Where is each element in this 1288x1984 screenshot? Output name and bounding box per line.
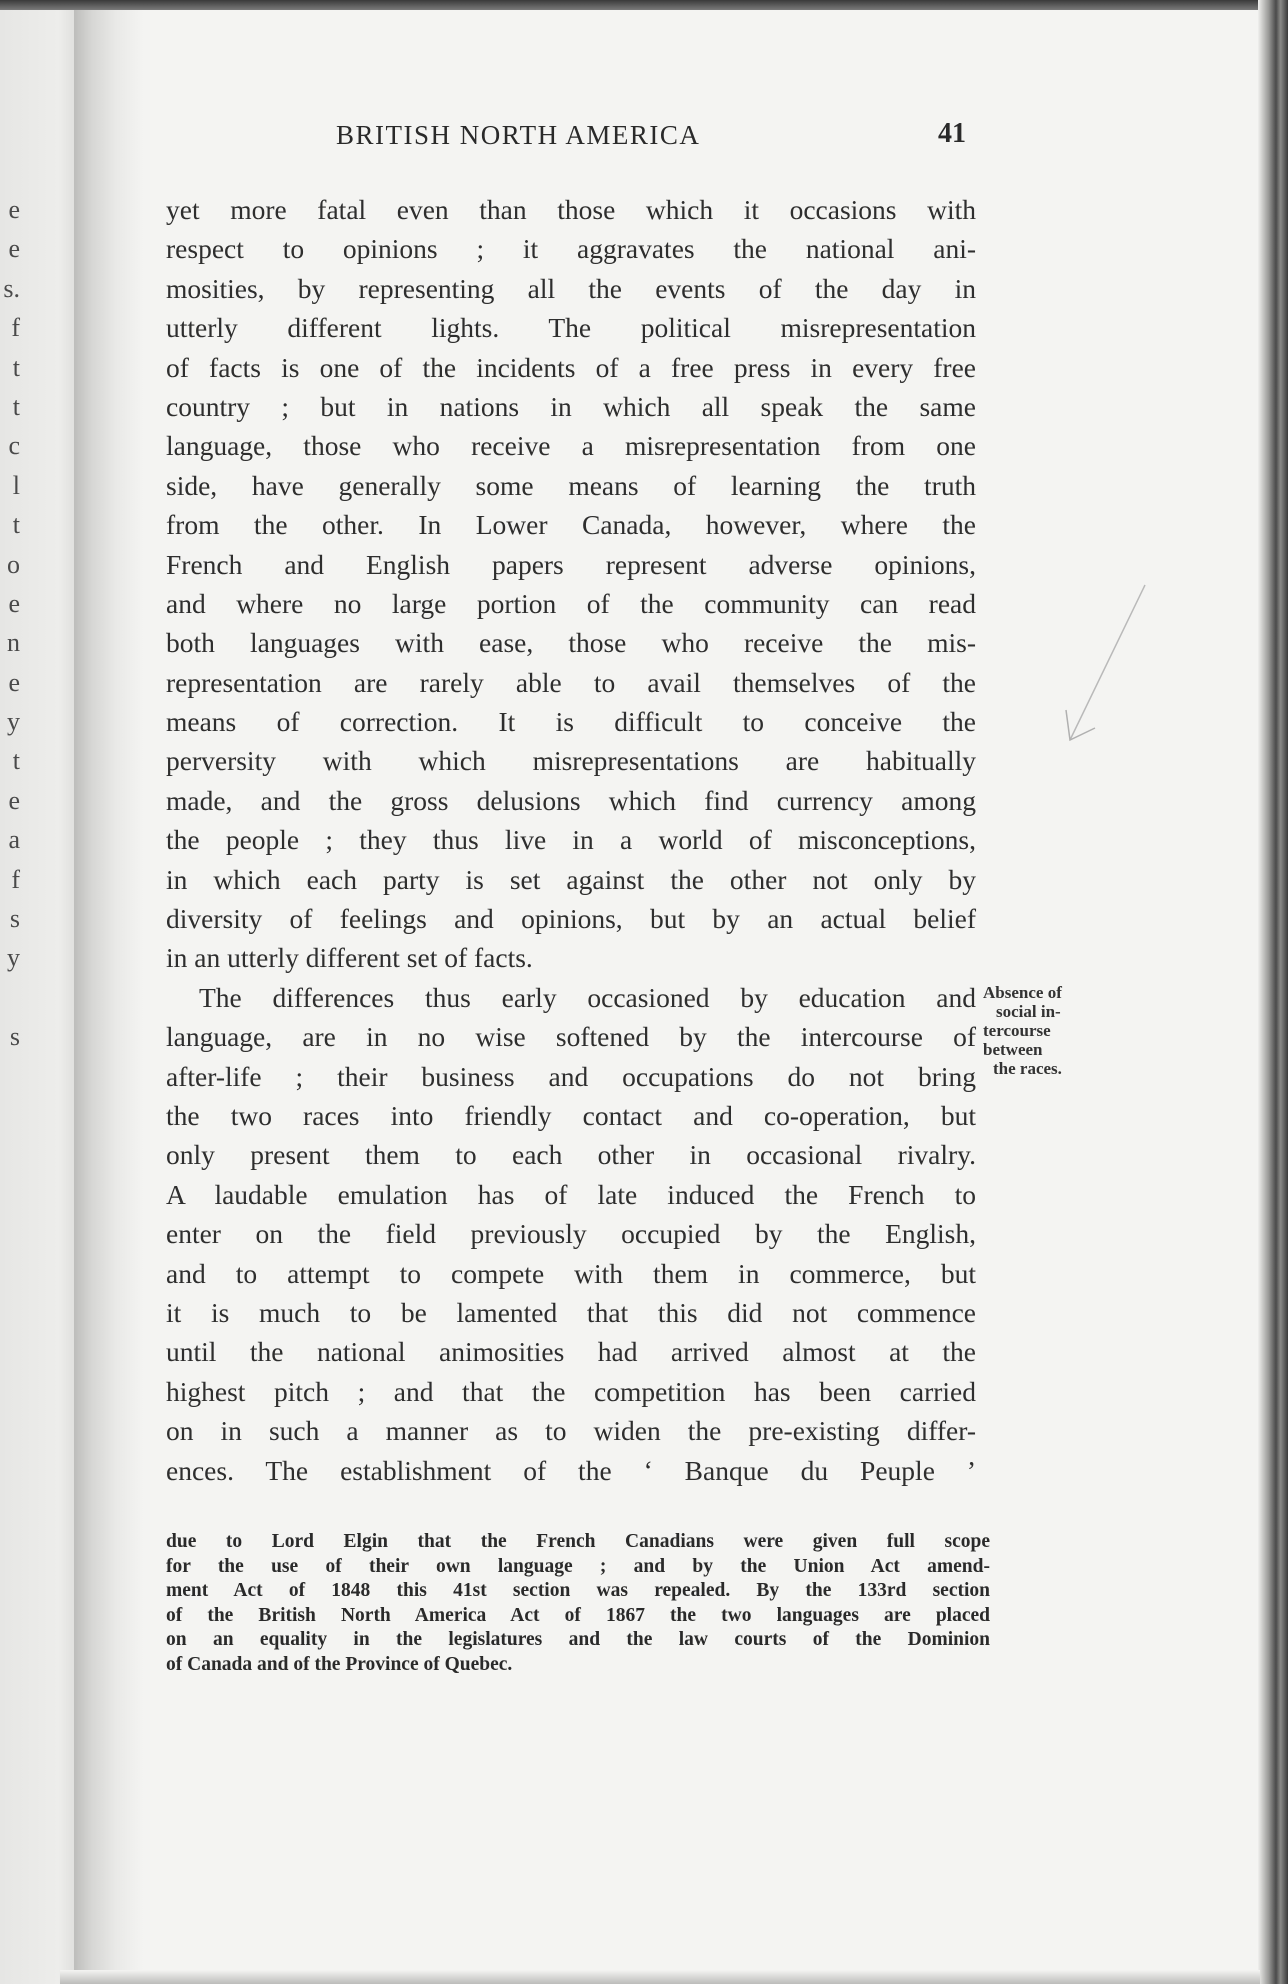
fragment: n (7, 628, 20, 658)
text-line: from the other. In Lower Canada, however, where the (166, 509, 976, 541)
text-line: the two races into friendly contact and co-operation, but (166, 1099, 976, 1131)
footnote-line: due to Lord Elgin that the French Canadians were given full scope (166, 1531, 990, 1552)
fragment: e (8, 234, 20, 264)
text-line: made, and the gross delusions which find currency among (166, 784, 976, 816)
text-line: means of correction. It is difficult to conceive the (166, 706, 976, 738)
fragment (0, 978, 20, 1017)
fragment: t (12, 391, 20, 421)
text-line: until the national animosities had arrived almost at the (166, 1336, 976, 1368)
sidenote-line: social in- (996, 1002, 1061, 1021)
footnote-line: of Canada and of the Province of Quebec. (166, 1653, 513, 1675)
text-line: diversity of feelings and opinions, but by an actual belief (166, 903, 976, 935)
fragment: y (7, 943, 20, 973)
sidenote-line: Absence of (983, 983, 1062, 1002)
fragment: a (8, 825, 20, 855)
text-line: language, those who receive a misrepresentation from one (166, 430, 976, 462)
text-line: country ; but in nations in which all speak the same (166, 390, 976, 422)
text-line: representation are rarely able to avail themselves of the (166, 666, 976, 698)
sidenote-line: the races. (993, 1059, 1062, 1078)
book-gutter-shadow (74, 10, 144, 1984)
page-number: 41 (938, 118, 966, 149)
text-line: and to attempt to compete with them in commerce, but (166, 1257, 976, 1289)
margin-sidenote (983, 983, 1103, 1078)
text-line: highest pitch ; and that the competition has been carried (166, 1375, 976, 1407)
fragment: e (8, 588, 20, 618)
text-line: of facts is one of the incidents of a free press in every free (166, 351, 976, 383)
fragment: y (7, 707, 20, 737)
pencil-arrow-mark (1050, 580, 1160, 760)
fragment: f (11, 864, 20, 894)
text-line: in which each party is set against the other not only by (166, 863, 976, 895)
fragment: l (12, 470, 20, 500)
text-line: the people ; they thus live in a world of misconceptions, (166, 824, 976, 856)
sidenote-line: between (983, 1040, 1043, 1059)
running-head: BRITISH NORTH AMERICA (336, 120, 701, 150)
fragment: c (8, 431, 20, 461)
text-line: in an utterly different set of facts. (166, 942, 533, 974)
footnote-line: of the British North America Act of 1867 the two languages are placed (166, 1604, 990, 1626)
body-text (166, 190, 976, 1490)
text-line: after-life ; their business and occupations do not bring (166, 1060, 976, 1092)
fragment: t (12, 746, 20, 776)
text-line: utterly different lights. The political misrepresentation (166, 312, 976, 344)
footnote-line: on an equality in the legislatures and the law courts of the Dominion (166, 1629, 990, 1650)
top-scan-edge (0, 0, 1288, 10)
fragment: e (8, 785, 20, 815)
text-line: The differences thus early occasioned by education and (199, 981, 976, 1013)
facing-page-text-fragments (0, 190, 20, 1057)
text-line: respect to opinions ; it aggravates the national ani- (166, 233, 976, 265)
page-header (166, 120, 966, 160)
fragment: t (12, 352, 20, 382)
fragment: e (8, 195, 20, 224)
text-line: enter on the field previously occupied by the English, (166, 1218, 976, 1250)
text-line: French and English papers represent adverse opinions, (166, 548, 976, 580)
bottom-scan-edge (60, 1970, 1260, 1984)
footnote (166, 1530, 990, 1677)
text-line: and where no large portion of the community can read (166, 587, 976, 619)
fragment: s (9, 904, 20, 934)
text-line: ences. The establishment of the ‘ Banque du Peuple ’ (166, 1454, 976, 1486)
text-line: mosities, by representing all the events of the day in (166, 272, 976, 304)
fragment: t (12, 510, 20, 540)
text-line: language, are in no wise softened by the intercourse of (166, 1021, 976, 1053)
fragment: s (9, 1022, 20, 1052)
text-line: perversity with which misrepresentations are habitually (166, 745, 976, 777)
sidenote-line: tercourse (983, 1021, 1051, 1040)
text-line: A laudable emulation has of late induced the French to (166, 1178, 976, 1210)
fragment: f (11, 313, 20, 343)
text-line: on in such a manner as to widen the pre-existing differ- (166, 1415, 976, 1447)
fragment: s. (3, 273, 20, 303)
text-line: only present them to each other in occasional rivalry. (166, 1139, 976, 1171)
text-line: yet more fatal even than those which it occasions with (166, 194, 976, 225)
footnote-line: ment Act of 1848 this 41st section was repealed. By the 133rd section (166, 1580, 990, 1601)
text-line: it is much to be lamented that this did not commence (166, 1296, 976, 1328)
text-line: side, have generally some means of learning the truth (166, 469, 976, 501)
fragment: e (8, 667, 20, 697)
page-stack-edge (1258, 0, 1288, 1984)
footnote-line: for the use of their own language ; and by the Union Act amend- (166, 1555, 990, 1577)
text-line: both languages with ease, those who receive the mis- (166, 627, 976, 659)
fragment: o (7, 549, 20, 579)
